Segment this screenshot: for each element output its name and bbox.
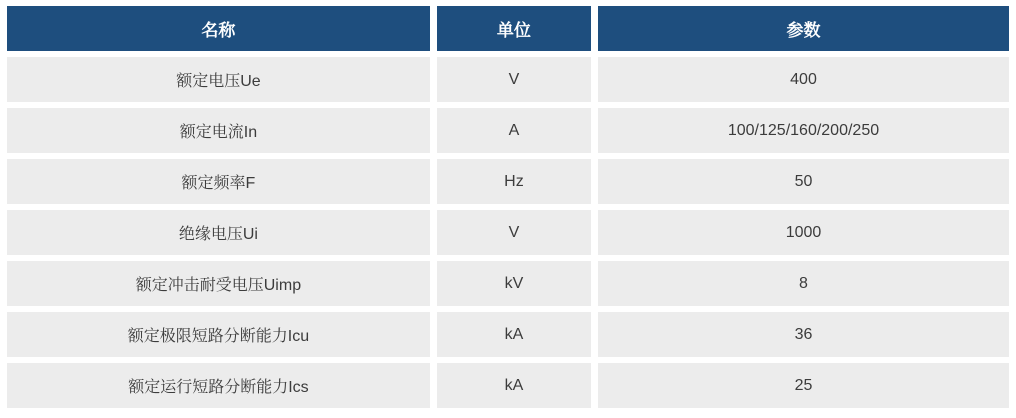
cell-unit: kA bbox=[437, 363, 591, 408]
cell-unit: V bbox=[437, 57, 591, 102]
table-row bbox=[7, 159, 1009, 204]
cell-param: 1000 bbox=[598, 210, 1009, 255]
header-cell-unit: 单位 bbox=[437, 6, 591, 51]
cell-unit: Hz bbox=[437, 159, 591, 204]
table-header-row bbox=[7, 6, 1009, 51]
table-row bbox=[7, 57, 1009, 102]
table-row bbox=[7, 108, 1009, 153]
cell-unit: V bbox=[437, 210, 591, 255]
cell-name: 额定电流In bbox=[7, 108, 430, 153]
table-row bbox=[7, 210, 1009, 255]
cell-name: 额定极限短路分断能力Icu bbox=[7, 312, 430, 357]
cell-unit: A bbox=[437, 108, 591, 153]
cell-param: 100/125/160/200/250 bbox=[598, 108, 1009, 153]
cell-param: 36 bbox=[598, 312, 1009, 357]
cell-unit: kA bbox=[437, 312, 591, 357]
cell-param: 400 bbox=[598, 57, 1009, 102]
cell-param: 25 bbox=[598, 363, 1009, 408]
cell-name: 额定冲击耐受电压Uimp bbox=[7, 261, 430, 306]
cell-name: 额定运行短路分断能力Ics bbox=[7, 363, 430, 408]
table-row bbox=[7, 261, 1009, 306]
cell-name: 绝缘电压Ui bbox=[7, 210, 430, 255]
cell-param: 8 bbox=[598, 261, 1009, 306]
cell-name: 额定电压Ue bbox=[7, 57, 430, 102]
cell-unit: kV bbox=[437, 261, 591, 306]
table-row bbox=[7, 363, 1009, 408]
cell-name: 额定频率F bbox=[7, 159, 430, 204]
table-row bbox=[7, 312, 1009, 357]
header-cell-param: 参数 bbox=[598, 6, 1009, 51]
cell-param: 50 bbox=[598, 159, 1009, 204]
header-cell-name: 名称 bbox=[7, 6, 430, 51]
